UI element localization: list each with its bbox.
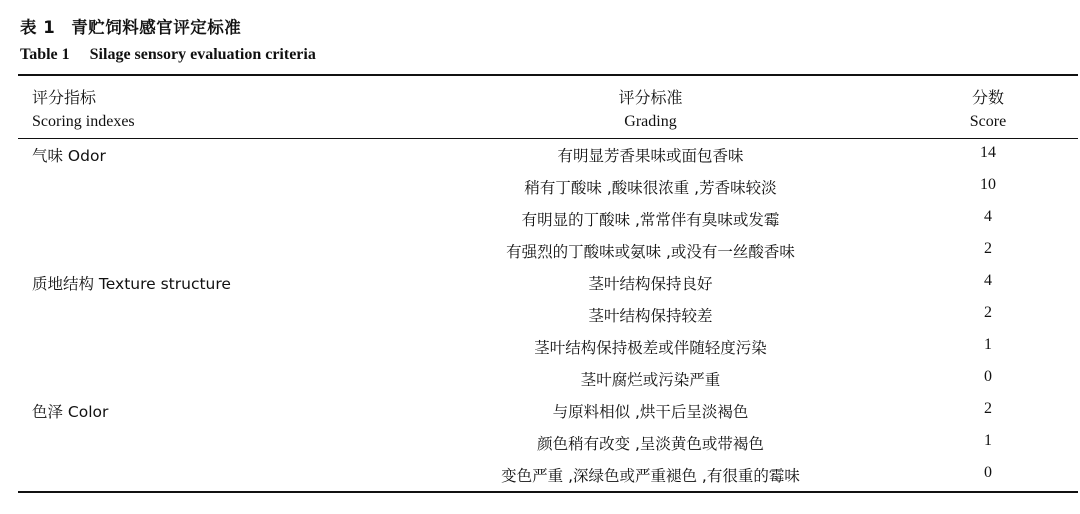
cell-grading: 茎叶腐烂或污染严重	[580, 371, 721, 389]
cell-grading: 颜色稍有改变 ,呈淡黄色或带褐色	[537, 435, 764, 453]
cell-score: 2	[984, 240, 992, 257]
cell-scoring-index	[18, 235, 403, 267]
cell-score: 1	[984, 336, 992, 353]
rule-segment	[403, 492, 898, 493]
cell-score: 2	[984, 400, 992, 417]
column-header-grading-en: Grading	[624, 113, 677, 130]
cell-scoring-index	[18, 363, 403, 395]
table-caption-english-number: Table 1	[20, 46, 70, 63]
silage-evaluation-table	[18, 74, 1078, 493]
table-row	[18, 427, 1078, 459]
table-row	[18, 139, 1078, 171]
table-row	[18, 363, 1078, 395]
cell-grading: 有明显的丁酸味 ,常常伴有臭味或发霉	[521, 211, 780, 229]
table-header-row-chinese	[18, 76, 1078, 108]
column-header-scoring-index-en: Scoring indexes	[32, 113, 135, 130]
cell-grading: 茎叶结构保持较差	[588, 307, 713, 325]
column-header-score-en: Score	[969, 113, 1007, 130]
cell-score: 0	[984, 464, 992, 481]
cell-scoring-index	[18, 203, 403, 235]
table-caption-english	[20, 46, 1070, 64]
cell-scoring-index: 质地结构 Texture structure	[32, 275, 231, 293]
cell-scoring-index	[18, 427, 403, 459]
table-caption-english-title: Silage sensory evaluation criteria	[89, 46, 316, 63]
cell-score: 10	[980, 176, 996, 193]
cell-grading: 与原料相似 ,烘干后呈淡褐色	[552, 403, 749, 421]
table-row	[18, 459, 1078, 492]
table-row	[18, 299, 1078, 331]
table-row	[18, 171, 1078, 203]
cell-scoring-index	[18, 299, 403, 331]
cell-grading: 稍有丁酸味 ,酸味很浓重 ,芳香味较淡	[524, 179, 777, 197]
cell-grading: 有强烈的丁酸味或氨味 ,或没有一丝酸香味	[506, 243, 795, 261]
table-row	[18, 331, 1078, 363]
cell-score: 0	[984, 368, 992, 385]
cell-scoring-index	[18, 331, 403, 363]
cell-grading: 茎叶结构保持良好	[588, 275, 713, 293]
cell-scoring-index	[18, 459, 403, 492]
column-header-score-cn: 分数	[971, 88, 1004, 107]
cell-scoring-index	[18, 171, 403, 203]
cell-scoring-index: 色泽 Color	[32, 403, 109, 421]
table-caption-chinese-title: 青贮饲料感官评定标准	[71, 18, 242, 37]
table-header-row-english	[18, 108, 1078, 139]
cell-grading: 茎叶结构保持极差或伴随轻度污染	[534, 339, 767, 357]
column-header-grading-cn: 评分标准	[618, 88, 683, 107]
cell-score: 4	[984, 208, 992, 225]
cell-grading: 变色严重 ,深绿色或严重褪色 ,有很重的霉味	[501, 467, 800, 485]
table-caption-chinese-number: 表 1	[20, 18, 56, 37]
cell-score: 1	[984, 432, 992, 449]
rule-segment	[18, 492, 403, 493]
cell-grading: 有明显芳香果味或面包香味	[557, 147, 744, 165]
table-row	[18, 203, 1078, 235]
table-caption-chinese	[20, 14, 1070, 38]
column-header-scoring-index-cn: 评分指标	[32, 88, 97, 107]
cell-scoring-index: 气味 Odor	[32, 147, 106, 165]
table-row	[18, 267, 1078, 299]
cell-score: 4	[984, 272, 992, 289]
cell-score: 2	[984, 304, 992, 321]
table-row	[18, 395, 1078, 427]
cell-score: 14	[980, 144, 996, 161]
table-rule-bottom	[18, 492, 1078, 493]
table-row	[18, 235, 1078, 267]
rule-segment	[898, 492, 1078, 493]
